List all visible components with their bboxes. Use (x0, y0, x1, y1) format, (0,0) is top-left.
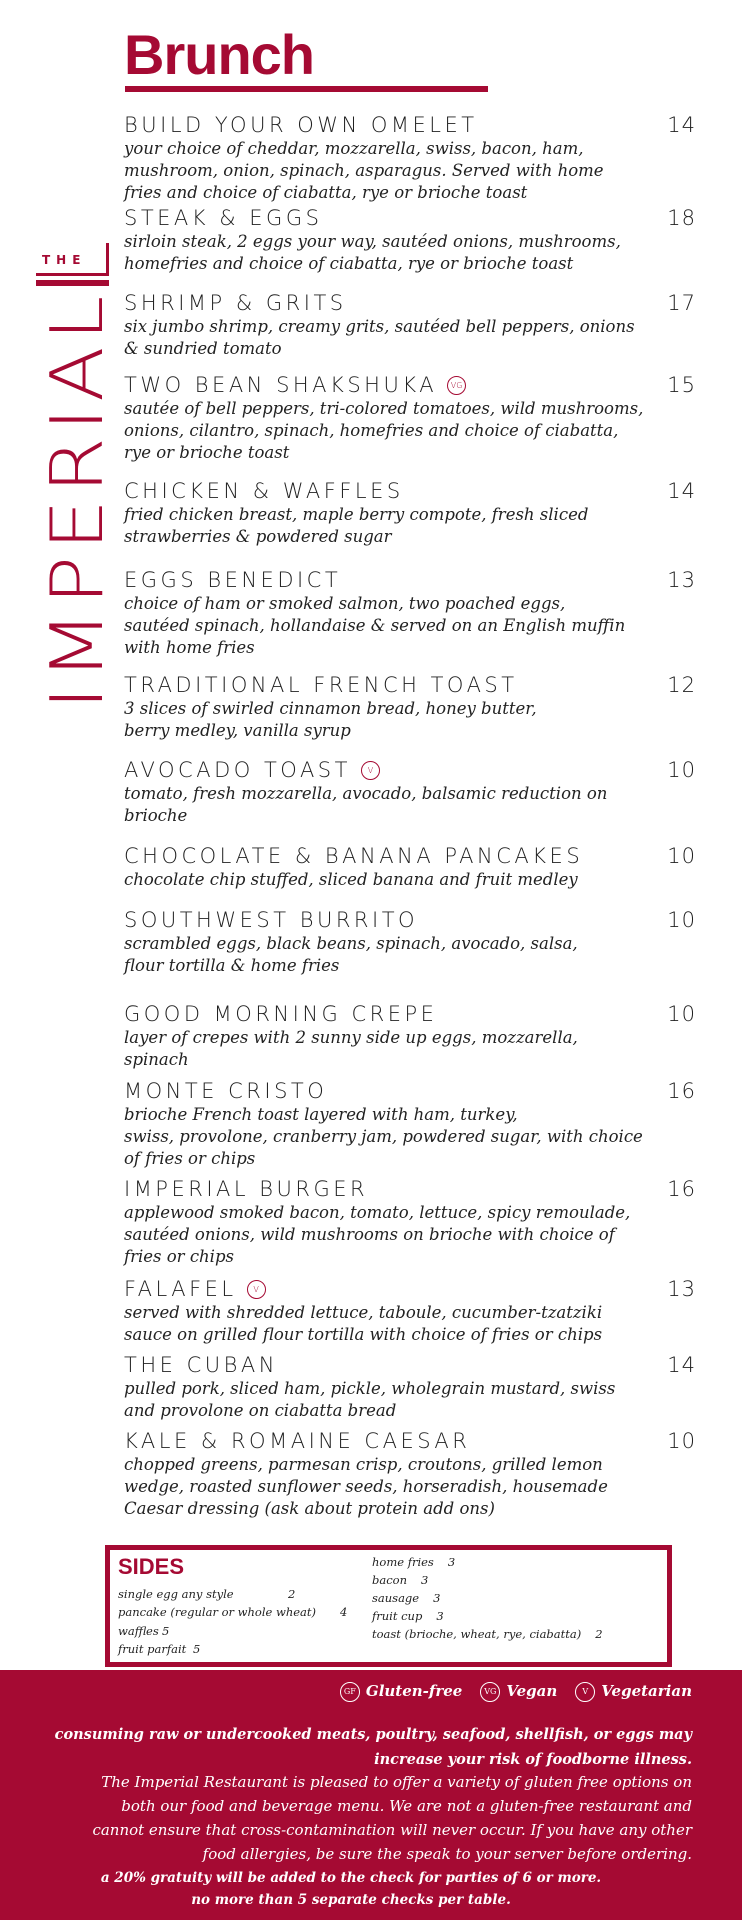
menu-item-header (124, 1078, 696, 1104)
menu-item-name-wrap (124, 844, 583, 868)
menu-item-header (124, 1276, 696, 1302)
menu-item-name: SHRIMP & GRITS (124, 291, 347, 315)
description-line: chocolate chip stuffed, sliced banana and fruit medley (124, 870, 578, 889)
menu-item-description (124, 1202, 696, 1268)
menu-item-price: 10 (667, 1002, 696, 1026)
description-line: homefries and choice of ciabatta, rye or brioche toast (124, 254, 574, 273)
side-price: 4 (340, 1605, 348, 1619)
gluten-notice (0, 1770, 692, 1866)
side-item (372, 1627, 603, 1641)
description-line: brioche French toast layered with ham, turkey, (124, 1105, 518, 1124)
menu-item (124, 757, 696, 827)
description-line: spinach (124, 1050, 189, 1069)
menu-item-description (124, 1454, 696, 1520)
description-line: tomato, fresh mozzarella, avocado, balsamic reduction on (124, 784, 608, 803)
menu-item (124, 1078, 696, 1170)
description-line: flour tortilla & home fries (124, 956, 340, 975)
menu-item (124, 205, 696, 275)
description-line: mushroom, onion, spinach, asparagus. Served with home (124, 161, 604, 180)
gratuity-notice (0, 1867, 722, 1911)
menu-item-name-wrap (124, 1177, 368, 1201)
menu-item-name: TRADITIONAL FRENCH TOAST (124, 673, 518, 697)
menu-item-description (124, 398, 696, 464)
menu-item-description (124, 1302, 696, 1346)
menu-item-header (124, 567, 696, 593)
menu-item-price: 10 (667, 844, 696, 868)
side-price: 5 (162, 1624, 170, 1638)
notice-line: consuming raw or undercooked meats, poultry, seafood, shellfish, or eggs may (54, 1726, 692, 1743)
menu-item (124, 1001, 696, 1071)
side-name: pancake (regular or whole wheat) (118, 1605, 317, 1619)
menu-item-name-wrap (124, 673, 518, 697)
legend-item (575, 1682, 692, 1702)
side-price: 3 (447, 1555, 456, 1569)
menu-item-header (124, 1352, 696, 1378)
menu-item-name-wrap (124, 568, 341, 592)
menu-item-name-wrap (124, 373, 466, 397)
menu-item-name-wrap (124, 908, 418, 932)
logo-the: THE (42, 253, 87, 267)
menu-item-name: SOUTHWEST BURRITO (124, 908, 419, 932)
menu-item-name-wrap (124, 758, 380, 782)
footer (0, 1670, 742, 1920)
side-price: 3 (436, 1609, 444, 1623)
description-line: with home fries (124, 638, 255, 657)
menu-item-description (124, 1027, 696, 1071)
menu-item-name: BUILD YOUR OWN OMELET (124, 113, 478, 137)
notice-line: both our food and beverage menu. We are not a gluten-free restaurant and (121, 1797, 692, 1815)
description-line: applewood smoked bacon, tomato, lettuce, spicy remoulade, (124, 1203, 631, 1222)
legend-label: Gluten-free (365, 1682, 463, 1700)
description-line: served with shredded lettuce, taboule, cucumber-tzatziki (124, 1303, 603, 1322)
menu-item-description (124, 1104, 696, 1170)
side-item (118, 1605, 348, 1619)
raw-food-warning (32, 1722, 692, 1772)
description-line: fries or chips (124, 1247, 234, 1266)
menu-item-description (124, 933, 696, 977)
side-name: waffles (118, 1624, 159, 1638)
menu-item-price: 13 (667, 1277, 696, 1301)
menu-item-name-wrap (124, 479, 404, 503)
menu-item (124, 478, 696, 548)
menu-item (124, 1276, 696, 1346)
menu-item (124, 290, 696, 360)
menu-item-price: 16 (667, 1079, 696, 1103)
description-line: swiss, provolone, cranberry jam, powdered sugar, with choice (124, 1127, 643, 1146)
menu-item (124, 843, 696, 891)
menu-item-name: STEAK & EGGS (124, 206, 323, 230)
description-line: berry medley, vanilla syrup (124, 721, 351, 740)
description-line: rye or brioche toast (124, 443, 290, 462)
notice-line: a 20% gratuity will be added to the check for parties of 6 or more. (100, 1870, 602, 1886)
title-underline (125, 86, 488, 92)
legend-item (480, 1682, 557, 1702)
menu-item-description (124, 316, 696, 360)
description-line: onions, cilantro, spinach, homefries and choice of ciabatta, (124, 421, 619, 440)
menu-item (124, 1428, 696, 1520)
menu-item-name: EGGS BENEDICT (124, 568, 342, 592)
side-price: 2 (595, 1627, 603, 1641)
menu-item-price: 18 (667, 206, 696, 230)
description-line: your choice of cheddar, mozzarella, swiss, bacon, ham, (124, 139, 584, 158)
menu-item-description (124, 1378, 696, 1422)
notice-line: The Imperial Restaurant is pleased to offer a variety of gluten free options on (101, 1773, 692, 1791)
menu-item-name: GOOD MORNING CREPE (124, 1002, 438, 1026)
page-title: Brunch (124, 23, 314, 86)
menu-item-header (124, 672, 696, 698)
notice-line: increase your risk of foodborne illness. (374, 1751, 692, 1768)
menu-item-price: 10 (667, 908, 696, 932)
sides-title: SIDES (118, 1554, 185, 1579)
description-line: sautéed spinach, hollandaise & served on an English muffin (124, 616, 626, 635)
side-name: fruit parfait (118, 1642, 187, 1656)
description-line: & sundried tomato (124, 339, 282, 358)
side-name: toast (brioche, wheat, rye, ciabatta) (372, 1627, 582, 1641)
menu-item-name-wrap (124, 1277, 266, 1301)
description-line: and provolone on ciabatta bread (124, 1401, 397, 1420)
description-line: wedge, roasted sunflower seeds, horseradish, housemade (124, 1477, 608, 1496)
menu-item-price: 16 (667, 1177, 696, 1201)
legend-label: Vegan (506, 1682, 558, 1700)
menu-item-name: CHICKEN & WAFFLES (124, 479, 404, 503)
menu-item-price: 14 (667, 479, 696, 503)
vegan-badge-icon: VG (447, 376, 466, 395)
side-price: 3 (421, 1573, 429, 1587)
vegetarian-badge-icon: V (575, 1682, 595, 1702)
menu-item-header (124, 1428, 696, 1454)
vegetarian-badge-icon: V (247, 1280, 266, 1299)
description-line: sautéed onions, wild mushrooms on brioche with choice of (124, 1225, 615, 1244)
menu-item-header (124, 205, 696, 231)
menu-item-name-wrap (124, 1353, 278, 1377)
menu-item (124, 1352, 696, 1422)
menu-item-name: THE CUBAN (124, 1353, 278, 1377)
menu-item-name-wrap (124, 206, 322, 230)
vegetarian-badge-icon: V (361, 761, 380, 780)
menu-item-price: 10 (667, 1429, 696, 1453)
menu-item-price: 14 (667, 113, 696, 137)
side-price: 5 (193, 1642, 201, 1656)
description-line: strawberries & powdered sugar (124, 527, 392, 546)
menu-item-header (124, 372, 696, 398)
menu-item-price: 12 (667, 673, 696, 697)
side-item (118, 1587, 296, 1601)
description-line: brioche (124, 806, 188, 825)
description-line: choice of ham or smoked salmon, two poached eggs, (124, 594, 566, 613)
side-name: home fries (372, 1555, 434, 1569)
menu-item-header (124, 112, 696, 138)
description-line: sautée of bell peppers, tri-colored tomatoes, wild mushrooms, (124, 399, 644, 418)
menu-item (124, 672, 696, 742)
menu-item-header (124, 290, 696, 316)
description-line: of fries or chips (124, 1149, 256, 1168)
menu-item-description (124, 593, 696, 659)
description-line: layer of crepes with 2 sunny side up eggs, mozzarella, (124, 1028, 578, 1047)
side-name: bacon (372, 1573, 407, 1587)
sides-box (105, 1545, 672, 1667)
legend-label: Vegetarian (601, 1682, 692, 1700)
side-name: single egg any style (118, 1587, 234, 1601)
description-line: scrambled eggs, black beans, spinach, avocado, salsa, (124, 934, 578, 953)
menu-item-name: FALAFEL (124, 1277, 237, 1301)
menu-item-name: AVOCADO TOAST (124, 758, 351, 782)
menu-item-description (124, 138, 696, 204)
menu-item-header (124, 843, 696, 869)
menu-item-name-wrap (124, 1079, 327, 1103)
description-line: Caesar dressing (ask about protein add ons) (124, 1499, 495, 1518)
menu-item (124, 567, 696, 659)
menu-item-name: KALE & ROMAINE CAESAR (124, 1429, 471, 1453)
menu-item-name-wrap (124, 1429, 470, 1453)
menu-item (124, 372, 696, 464)
vegan-badge-icon: VG (480, 1682, 500, 1702)
menu-item-description (124, 783, 696, 827)
menu-item (124, 1176, 696, 1268)
side-name: sausage (372, 1591, 420, 1605)
menu-item-description (124, 504, 696, 548)
side-price: 3 (433, 1591, 441, 1605)
menu-item (124, 907, 696, 977)
menu-item-price: 13 (667, 568, 696, 592)
side-item (372, 1573, 428, 1587)
menu-item-description (124, 698, 696, 742)
side-item (118, 1642, 201, 1656)
notice-line: food allergies, be sure the speak to your server before ordering. (202, 1845, 692, 1863)
description-line: 3 slices of swirled cinnamon bread, honey butter, (124, 699, 537, 718)
imperial-logo (20, 230, 119, 734)
menu-item-header (124, 1001, 696, 1027)
description-line: six jumbo shrimp, creamy grits, sautéed bell peppers, onions (124, 317, 635, 336)
description-line: fries and choice of ciabatta, rye or brioche toast (124, 183, 528, 202)
side-item (372, 1555, 455, 1569)
menu-item-price: 15 (667, 373, 696, 397)
menu-item-header (124, 757, 696, 783)
menu-item-name: MONTE CRISTO (124, 1079, 328, 1103)
side-item (372, 1591, 440, 1605)
dietary-legend (340, 1682, 692, 1702)
notice-line: cannot ensure that cross-contamination will never occur. If you have any other (92, 1821, 692, 1839)
side-item (118, 1624, 170, 1638)
menu-item-description (124, 231, 696, 275)
menu-item-header (124, 1176, 696, 1202)
notice-line: no more than 5 separate checks per table. (191, 1892, 511, 1908)
menu-item-name-wrap (124, 113, 478, 137)
side-name: fruit cup (372, 1609, 423, 1623)
menu-item-header (124, 907, 696, 933)
menu-item-name: TWO BEAN SHAKSHUKA (124, 373, 438, 397)
menu-item-price: 14 (667, 1353, 696, 1377)
menu-item-name-wrap (124, 1002, 437, 1026)
description-line: fried chicken breast, maple berry compote, fresh sliced (124, 505, 589, 524)
menu-item-header (124, 478, 696, 504)
description-line: sirloin steak, 2 eggs your way, sautéed onions, mushrooms, (124, 232, 621, 251)
menu-item-price: 17 (667, 291, 696, 315)
description-line: chopped greens, parmesan crisp, croutons, grilled lemon (124, 1455, 603, 1474)
menu-item-name: CHOCOLATE & BANANA PANCAKES (124, 844, 584, 868)
menu-item-price: 10 (667, 758, 696, 782)
gluten-free-badge-icon: GF (340, 1682, 360, 1702)
description-line: pulled pork, sliced ham, pickle, wholegrain mustard, swiss (124, 1379, 616, 1398)
legend-item (340, 1682, 462, 1702)
menu-item (124, 112, 696, 204)
side-item (372, 1609, 444, 1623)
menu-item-name-wrap (124, 291, 347, 315)
menu-item-description (124, 869, 696, 891)
description-line: sauce on grilled flour tortilla with choice of fries or chips (124, 1325, 603, 1344)
menu-item-name: IMPERIAL BURGER (124, 1177, 369, 1201)
side-price: 2 (288, 1587, 296, 1601)
logo-imperial: IMPERIAL (35, 337, 119, 710)
